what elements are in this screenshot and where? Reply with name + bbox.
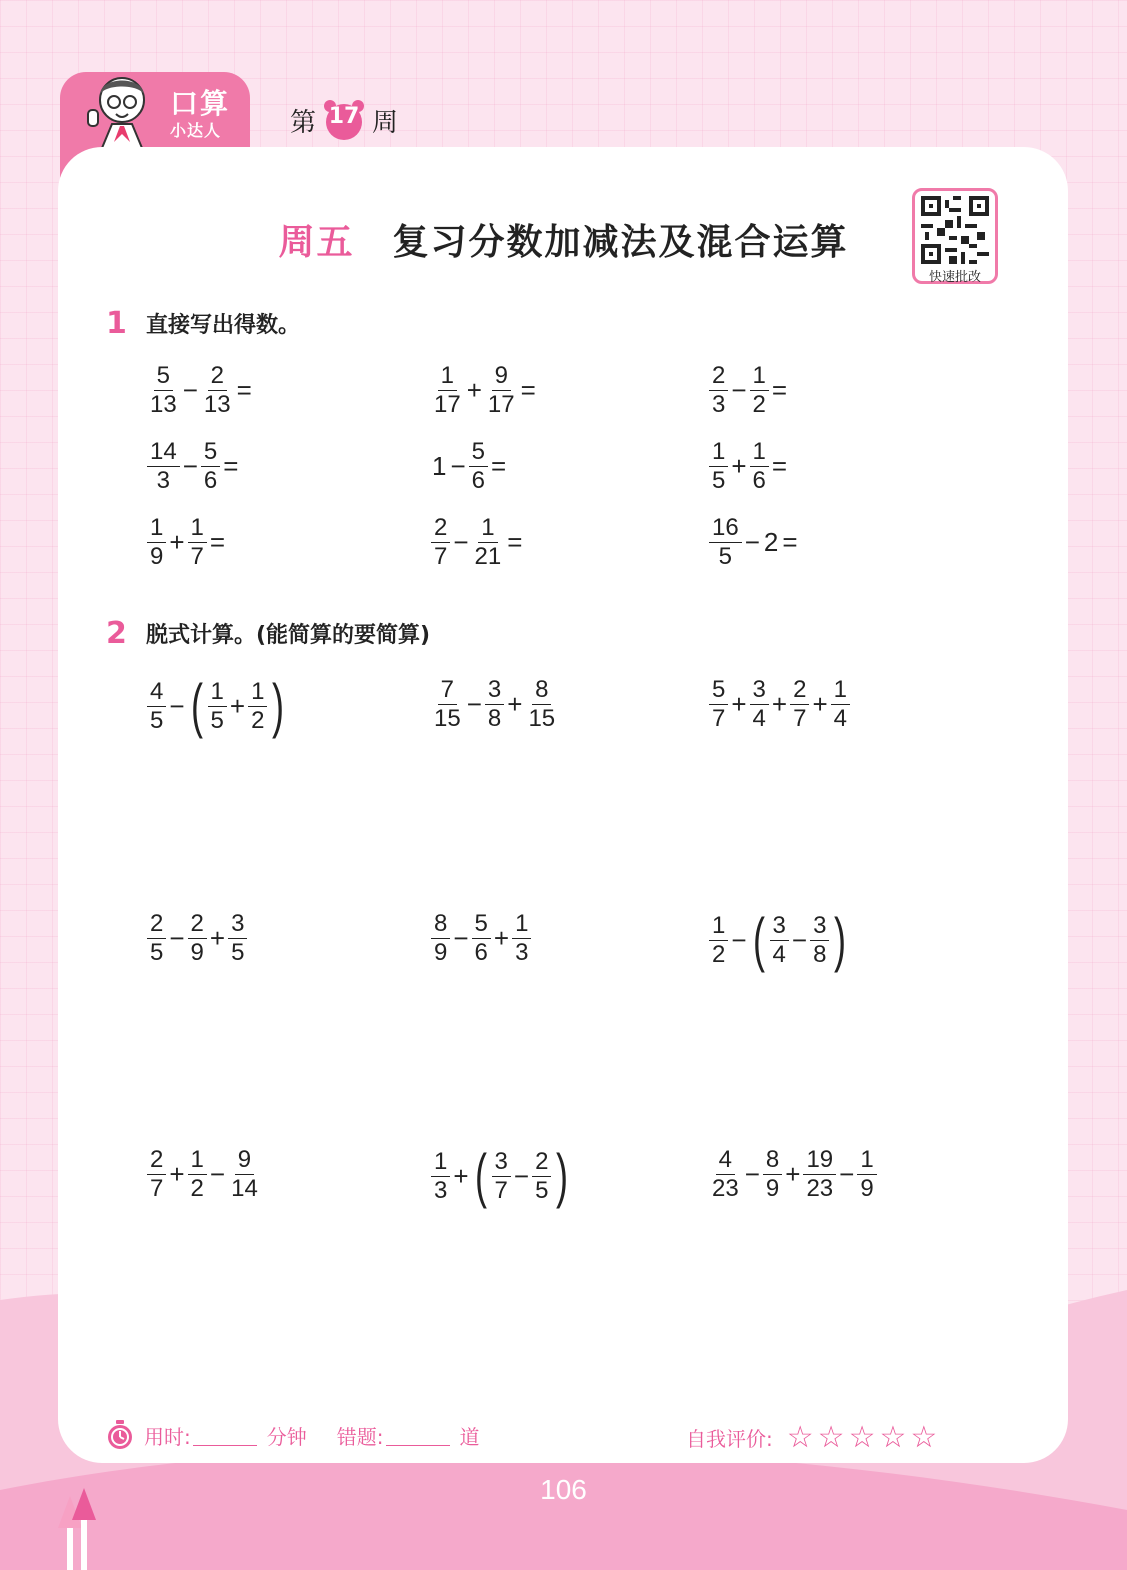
fraction xyxy=(147,362,180,419)
qr-label: 快速批改 xyxy=(928,270,981,285)
fraction-denominator: 9 xyxy=(765,1175,780,1202)
fraction-numerator: 2 xyxy=(188,910,207,939)
fraction xyxy=(770,912,789,969)
fraction-numerator: 1 xyxy=(431,1148,450,1177)
math-problem xyxy=(708,514,800,571)
fraction xyxy=(709,1146,742,1203)
operator: + xyxy=(493,923,510,953)
operator: − xyxy=(169,923,185,953)
operator: = xyxy=(491,451,507,481)
math-problem xyxy=(146,362,254,419)
fraction-denominator: 6 xyxy=(203,467,218,494)
fraction-numerator: 3 xyxy=(750,676,769,705)
section-instruction: 脱式计算。(能简算的要简算) xyxy=(146,623,431,648)
operator: − xyxy=(839,1159,855,1189)
fraction-numerator: 2 xyxy=(532,1148,551,1177)
fraction-denominator: 13 xyxy=(203,391,231,418)
math-problem xyxy=(146,910,248,967)
math-problem xyxy=(430,514,524,571)
fraction-denominator: 6 xyxy=(474,939,488,966)
operator: + xyxy=(507,689,523,719)
errors-label: 错题: xyxy=(336,1424,384,1449)
fraction-denominator: 17 xyxy=(434,391,461,418)
fraction-numerator: 16 xyxy=(709,514,742,543)
parenthesis: ( xyxy=(190,672,203,739)
fraction xyxy=(431,362,464,419)
fraction xyxy=(431,910,450,967)
operator: − xyxy=(209,1159,226,1189)
fraction-denominator: 9 xyxy=(190,939,204,966)
fraction-denominator: 3 xyxy=(515,939,529,966)
fraction-denominator: 2 xyxy=(251,706,265,734)
fraction xyxy=(188,1146,207,1203)
qr-code-icon xyxy=(921,196,989,264)
fraction xyxy=(228,910,247,967)
fraction-numerator: 1 xyxy=(512,910,531,939)
whole-number: 1 xyxy=(432,451,447,481)
week-suffix: 周 xyxy=(372,107,399,138)
fraction-denominator: 13 xyxy=(150,391,177,418)
math-problem xyxy=(146,514,227,571)
stopwatch-icon xyxy=(106,1420,134,1450)
math-problem xyxy=(430,438,508,495)
fraction-numerator: 1 xyxy=(147,514,166,543)
section-1-header xyxy=(106,306,300,341)
fraction xyxy=(431,676,464,733)
operator: = xyxy=(236,375,252,405)
fraction-numerator: 5 xyxy=(154,362,173,391)
fraction xyxy=(147,910,166,967)
section-number: 1 xyxy=(106,306,127,341)
fraction-denominator: 5 xyxy=(718,543,733,570)
math-problem xyxy=(430,1142,572,1209)
rating-label: 自我评价: xyxy=(686,1427,773,1451)
fraction-denominator: 2 xyxy=(190,1175,204,1202)
qr-code[interactable] xyxy=(912,188,998,284)
fraction-numerator: 5 xyxy=(472,910,491,939)
fraction-numerator: 1 xyxy=(478,514,497,543)
parenthesis: ( xyxy=(752,906,765,973)
math-problem xyxy=(430,910,532,967)
operator: = xyxy=(771,451,788,481)
week-indicator xyxy=(290,98,398,142)
fraction-numerator: 4 xyxy=(147,678,166,707)
fraction-numerator: 7 xyxy=(438,676,457,705)
section-number: 2 xyxy=(106,616,127,651)
title-day: 周五 xyxy=(278,222,355,263)
parenthesis: ) xyxy=(272,672,285,739)
fraction-numerator: 5 xyxy=(709,676,728,705)
time-record xyxy=(106,1420,480,1450)
operator: + xyxy=(229,690,246,721)
operator: − xyxy=(791,924,808,955)
fraction xyxy=(750,438,769,495)
week-number: 17 xyxy=(328,104,360,129)
fraction xyxy=(512,910,531,967)
operator: − xyxy=(466,689,482,719)
week-prefix: 第 xyxy=(290,107,317,138)
fraction-numerator: 1 xyxy=(750,438,769,467)
fraction xyxy=(492,1148,511,1205)
fraction-numerator: 2 xyxy=(431,514,450,543)
math-problem xyxy=(708,438,789,495)
operator: + xyxy=(169,527,185,557)
math-problem xyxy=(146,1146,262,1203)
fraction-numerator: 3 xyxy=(770,912,789,941)
fraction xyxy=(709,676,728,733)
fraction-numerator: 1 xyxy=(709,438,728,467)
fraction-denominator: 3 xyxy=(712,391,726,418)
math-problem xyxy=(430,676,559,733)
math-problem xyxy=(708,676,851,733)
content-card xyxy=(58,147,1068,1463)
fraction-denominator: 8 xyxy=(487,705,502,732)
fraction xyxy=(472,514,505,571)
math-problem xyxy=(708,1146,878,1203)
fraction xyxy=(763,1146,782,1203)
fraction xyxy=(709,438,728,495)
fraction-denominator: 7 xyxy=(434,543,448,570)
operator: + xyxy=(169,1159,185,1189)
fraction-denominator: 7 xyxy=(190,543,204,570)
fraction-numerator: 19 xyxy=(803,1146,836,1175)
fraction xyxy=(750,676,769,733)
fraction-numerator: 8 xyxy=(431,910,450,939)
fraction-denominator: 5 xyxy=(535,1176,549,1204)
fraction-denominator: 5 xyxy=(210,706,224,734)
self-rating xyxy=(686,1420,937,1455)
fraction xyxy=(469,438,488,495)
fraction xyxy=(709,912,728,969)
operator: + xyxy=(785,1159,801,1189)
parenthesis: ( xyxy=(474,1142,487,1209)
fraction xyxy=(147,678,166,735)
operator: − xyxy=(731,924,747,955)
fraction xyxy=(532,1148,551,1205)
fraction xyxy=(208,678,227,735)
fraction-numerator: 1 xyxy=(188,1146,207,1175)
fraction xyxy=(810,912,829,969)
fraction xyxy=(188,514,207,571)
operator: + xyxy=(466,375,482,405)
tab-subtitle: 小达人 xyxy=(170,121,222,140)
fraction-denominator: 7 xyxy=(712,705,726,732)
fraction-denominator: 6 xyxy=(752,467,766,494)
fraction-numerator: 3 xyxy=(228,910,247,939)
fraction-numerator: 1 xyxy=(831,676,850,705)
fraction xyxy=(485,676,504,733)
fraction xyxy=(201,362,234,419)
tab-title: 口算 xyxy=(170,87,231,120)
errors-unit: 道 xyxy=(459,1424,480,1449)
fraction xyxy=(472,910,491,967)
fraction xyxy=(485,362,518,419)
fraction xyxy=(750,362,769,419)
parenthesis: ) xyxy=(834,906,847,973)
fraction-denominator: 6 xyxy=(471,467,486,494)
operator: − xyxy=(182,451,198,481)
fraction-numerator: 5 xyxy=(201,438,220,467)
fraction xyxy=(248,678,267,735)
fraction xyxy=(431,514,450,571)
operator: + xyxy=(771,689,788,719)
operator: − xyxy=(513,1160,530,1191)
fraction-numerator: 5 xyxy=(469,438,488,467)
operator: − xyxy=(744,527,760,557)
fraction-denominator: 5 xyxy=(150,939,164,966)
fraction-numerator: 8 xyxy=(763,1146,782,1175)
operator: − xyxy=(744,1159,760,1189)
fraction-numerator: 1 xyxy=(208,678,227,707)
fraction xyxy=(431,1148,450,1205)
fraction-numerator: 2 xyxy=(147,910,166,939)
fraction-numerator: 1 xyxy=(438,362,457,391)
operator: − xyxy=(182,375,198,405)
operator: + xyxy=(812,689,828,719)
page-number: 106 xyxy=(540,1474,587,1505)
fraction-denominator: 23 xyxy=(806,1175,834,1202)
fraction-denominator: 4 xyxy=(772,940,786,968)
fraction xyxy=(147,1146,166,1203)
fraction-denominator: 15 xyxy=(528,705,556,732)
title-topic: 复习分数加减法及混合运算 xyxy=(392,222,849,263)
fraction-denominator: 2 xyxy=(752,391,766,418)
fraction-numerator: 3 xyxy=(810,912,829,941)
operator: − xyxy=(169,690,185,721)
arrow-decoration-icon xyxy=(54,1488,100,1570)
fraction-denominator: 9 xyxy=(434,939,448,966)
fraction-numerator: 2 xyxy=(709,362,728,391)
fraction xyxy=(228,1146,261,1203)
fraction-numerator: 2 xyxy=(147,1146,166,1175)
fraction-numerator: 1 xyxy=(188,514,207,543)
fraction-denominator: 5 xyxy=(150,706,164,734)
mascot-icon xyxy=(82,70,162,148)
rating-star[interactable]: ☆ xyxy=(848,1420,876,1455)
parenthesis: ) xyxy=(556,1142,569,1209)
math-problem xyxy=(708,362,789,419)
fraction xyxy=(831,676,850,733)
fraction-denominator: 8 xyxy=(813,940,827,968)
fraction xyxy=(857,1146,876,1203)
operator: − xyxy=(453,527,469,557)
fraction xyxy=(147,514,166,571)
operator: = xyxy=(520,375,536,405)
fraction-denominator: 7 xyxy=(494,1176,508,1204)
fraction xyxy=(803,1146,836,1203)
operator: = xyxy=(771,375,788,405)
fraction-denominator: 14 xyxy=(231,1175,258,1202)
fraction-denominator: 21 xyxy=(474,543,502,570)
fraction-denominator: 9 xyxy=(150,543,164,570)
fraction-denominator: 5 xyxy=(712,467,726,494)
operator: + xyxy=(731,689,747,719)
fraction-denominator: 7 xyxy=(150,1175,164,1202)
operator: + xyxy=(453,1160,469,1191)
fraction-numerator: 2 xyxy=(208,362,227,391)
math-problem xyxy=(430,362,538,419)
errors-input[interactable] xyxy=(386,1424,450,1446)
fraction-denominator: 3 xyxy=(156,467,171,494)
operator: − xyxy=(453,923,469,953)
rating-star[interactable]: ☆ xyxy=(910,1420,938,1455)
fraction-numerator: 9 xyxy=(492,362,511,391)
section-instruction: 直接写出得数。 xyxy=(146,313,301,338)
fraction xyxy=(188,910,207,967)
section-2-header xyxy=(106,616,430,651)
fraction-numerator: 9 xyxy=(235,1146,254,1175)
fraction-denominator: 4 xyxy=(752,705,766,732)
fraction xyxy=(790,676,809,733)
time-label: 用时: xyxy=(144,1424,191,1449)
operator: + xyxy=(731,451,747,481)
fraction-denominator: 17 xyxy=(487,391,515,418)
fraction xyxy=(147,438,180,495)
fraction-denominator: 3 xyxy=(434,1176,448,1204)
fraction xyxy=(201,438,220,495)
fraction xyxy=(709,514,742,571)
fraction-numerator: 3 xyxy=(485,676,504,705)
rating-star[interactable]: ☆ xyxy=(879,1420,907,1455)
fraction-denominator: 4 xyxy=(833,705,847,732)
fraction-numerator: 1 xyxy=(750,362,769,391)
operator: = xyxy=(223,451,239,481)
operator: − xyxy=(731,375,747,405)
fraction-numerator: 8 xyxy=(532,676,551,705)
fraction xyxy=(709,362,728,419)
fraction-numerator: 2 xyxy=(790,676,809,705)
operator: − xyxy=(450,451,466,481)
whole-number: 2 xyxy=(763,527,779,557)
time-unit: 分钟 xyxy=(266,1424,307,1449)
fraction-denominator: 5 xyxy=(231,939,245,966)
alarm-clock-icon xyxy=(322,98,366,142)
fraction-denominator: 2 xyxy=(712,940,726,968)
time-input[interactable] xyxy=(193,1424,257,1446)
math-problem xyxy=(146,672,288,739)
fraction-numerator: 1 xyxy=(709,912,728,941)
rating-star[interactable]: ☆ xyxy=(817,1420,845,1455)
rating-star[interactable]: ☆ xyxy=(786,1420,814,1455)
fraction-denominator: 15 xyxy=(434,705,461,732)
fraction-numerator: 1 xyxy=(248,678,267,707)
fraction-numerator: 4 xyxy=(716,1146,735,1175)
operator: = xyxy=(782,527,798,557)
fraction-numerator: 14 xyxy=(147,438,180,467)
fraction-denominator: 9 xyxy=(860,1175,874,1202)
operator: + xyxy=(209,923,226,953)
fraction-numerator: 1 xyxy=(857,1146,876,1175)
operator: = xyxy=(507,527,523,557)
operator: = xyxy=(209,527,226,557)
fraction-numerator: 3 xyxy=(492,1148,511,1177)
math-problem xyxy=(146,438,240,495)
math-problem xyxy=(708,906,850,973)
fraction xyxy=(525,676,558,733)
fraction-denominator: 23 xyxy=(712,1175,739,1202)
fraction-denominator: 7 xyxy=(793,705,807,732)
